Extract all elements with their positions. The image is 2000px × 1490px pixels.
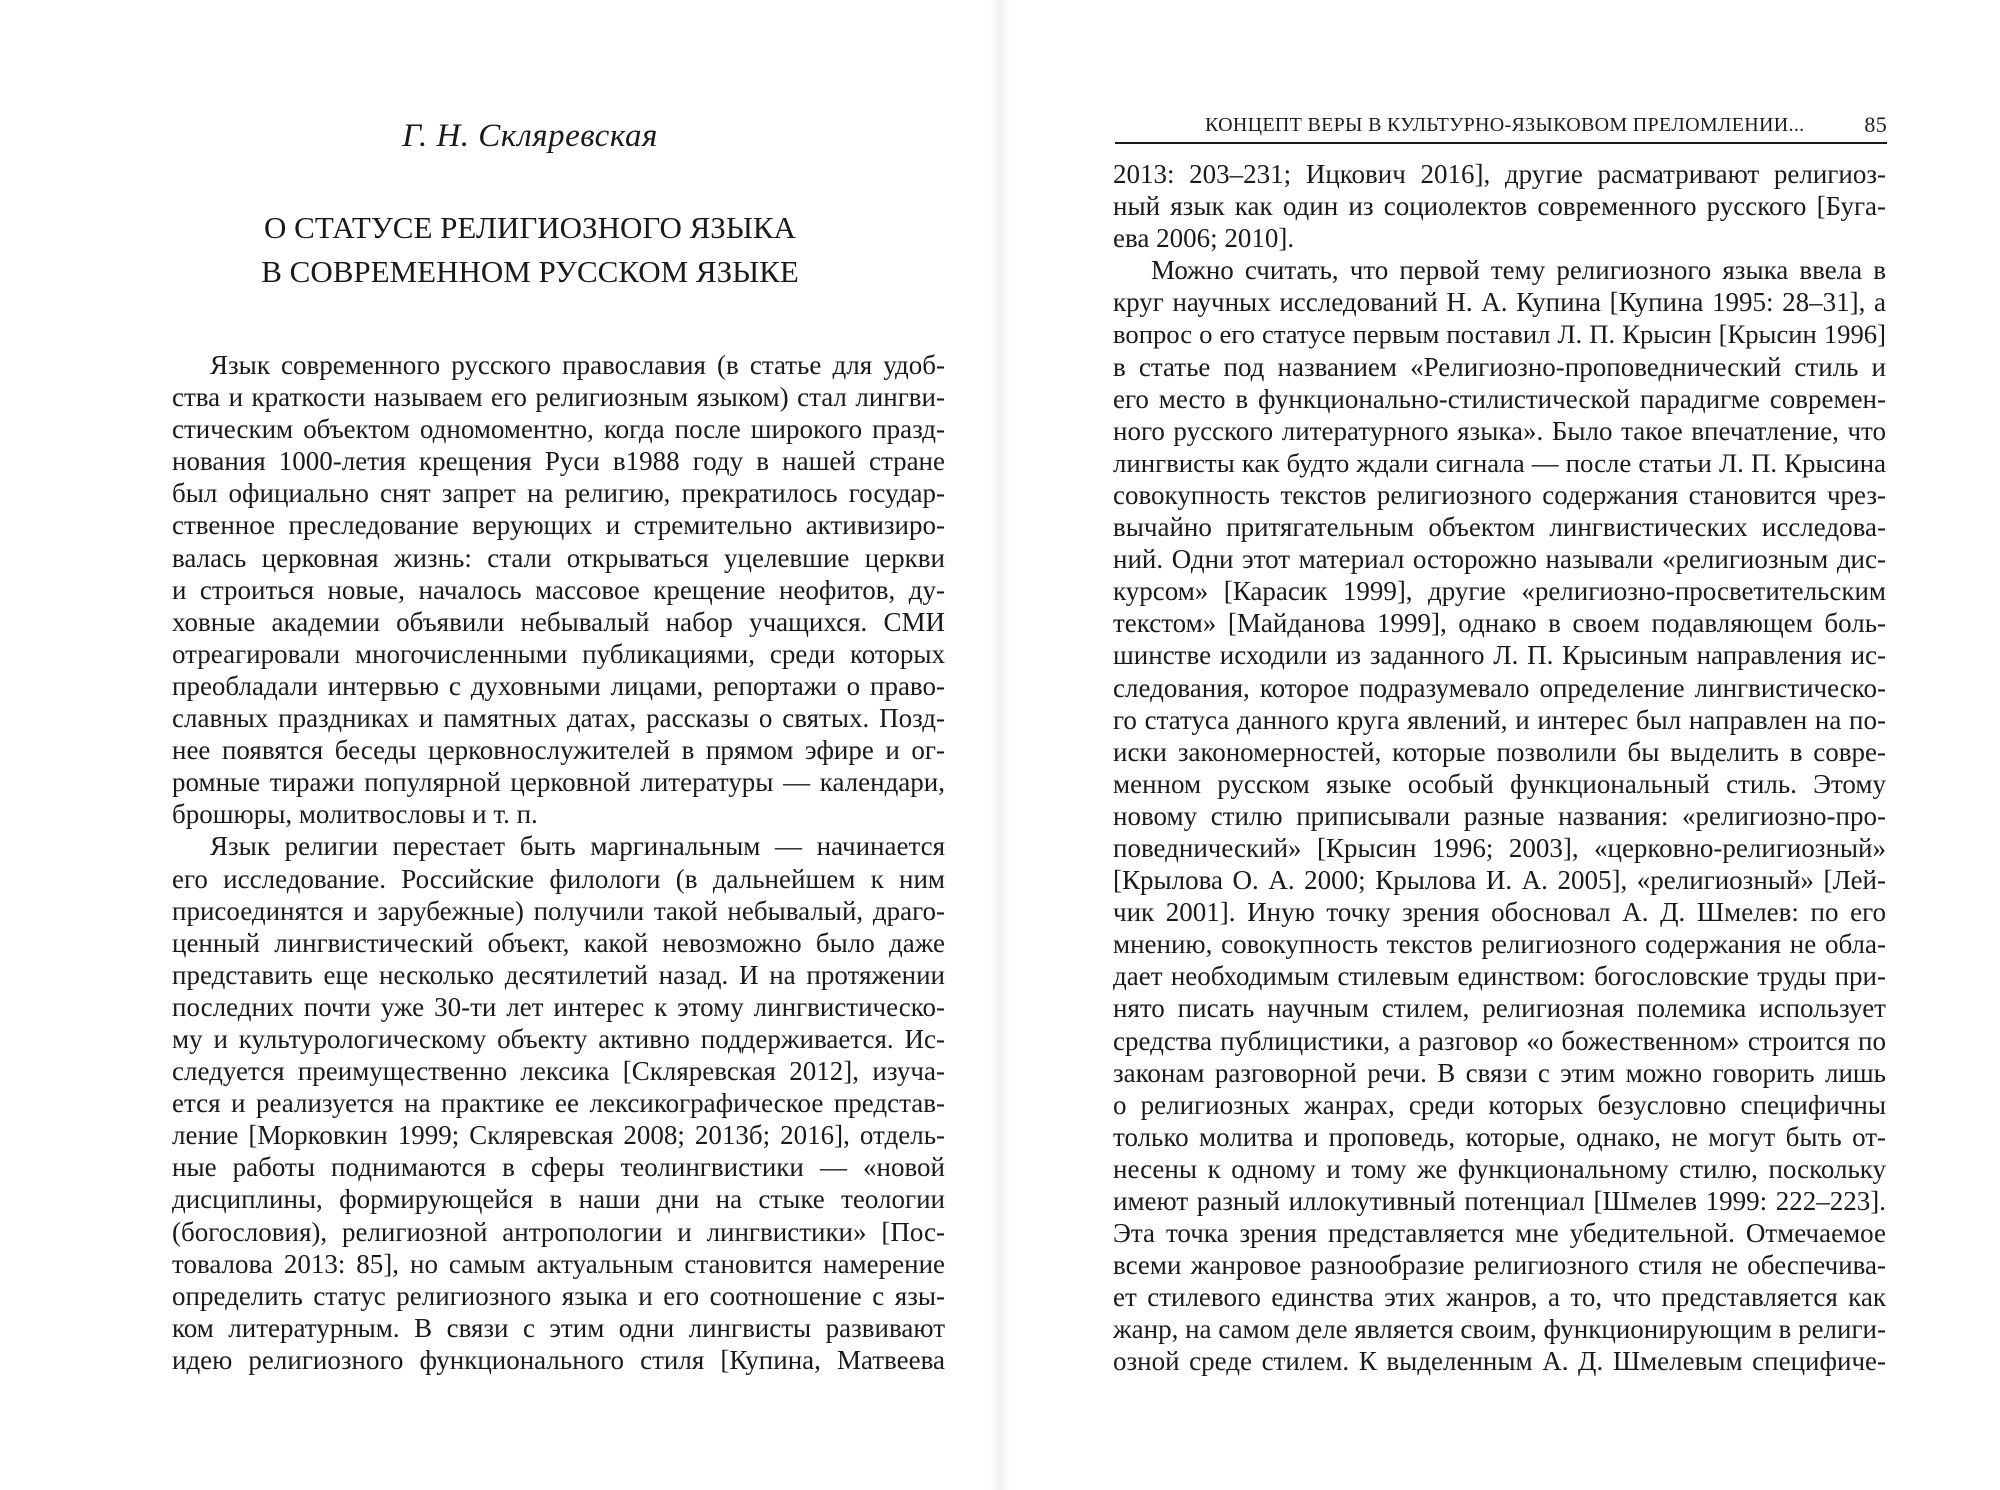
right-body-text [1113,158,1886,1378]
running-head-title: КОНЦЕПТ ВЕРЫ В КУЛЬТУРНО-ЯЗЫКОВОМ ПРЕЛОМЛЕНИИ... [1205,114,1805,136]
text-line: присоединятся и зарубежные) получили такой небывалый, драго- [172,895,945,926]
text-line: товалова 2013: 85], но самым актуальным становится намерение [172,1248,945,1279]
text-line: ства и краткости называем его религиозным языком) стал лингви- [172,382,945,413]
text-line: только молитва и проповедь, которые, однако, не могут быть от- [1113,1121,1886,1152]
text-line: славных праздниках и памятных датах, рассказы о святых. Позд- [172,703,945,734]
text-line: поведнический» [Крысин 1996; 2003], «церковно-религиозный» [1113,832,1886,863]
author-name: Г. Н. Скляревская [402,118,658,154]
text-line: шинстве исходили из заданного Л. П. Крысиным направления ис- [1113,640,1886,671]
text-line: в статье под названием «Религиозно-проповеднический стиль и [1113,351,1886,382]
text-line: лингвисты как будто ждали сигнала — после статьи Л. П. Крысина [1113,447,1886,478]
text-line: (богословия), религиозной антропологии и лингвистики» [Пос- [172,1216,945,1247]
text-line: дисциплины, формирующейся в наши дни на стыке теологии [172,1184,945,1215]
text-line: всеми жанровое разнообразие религиозного стиля не обеспечива- [1113,1250,1886,1281]
text-line: ний. Одни этот материал осторожно называли «религиозным дис- [1113,544,1886,575]
text-line: следования, которое подразумевало определение лингвистическо- [1113,672,1886,703]
text-line: [Крылова О. А. 2000; Крылова И. А. 2005], «религиозный» [Лей- [1113,865,1886,896]
text-line: валась церковная жизнь: стали открываться уцелевшие церкви [172,542,945,573]
text-line: стическим объектом одномоментно, когда после широкого празд- [172,414,945,445]
text-line: курсом» [Карасик 1999], другие «религиозно-просветительским [1113,576,1886,607]
text-line: ева 2006; 2010]. [1113,223,1295,254]
right-page [1000,0,2000,1490]
article-title [230,206,830,294]
text-line: средства публицистики, а разговор «о божественном» строится по [1113,1025,1886,1056]
text-line: нования 1000-летия крещения Руси в1988 году в нашей стране [172,446,945,477]
text-line: ется и реализуется на практике ее лексикографическое представ- [172,1088,945,1119]
text-line: Язык религии перестает быть маргинальным — начинается [210,831,945,862]
text-line: вычайно притягательным объектом лингвистических исследова- [1113,512,1886,543]
text-line: ет стилевого единства этих жанров, а то, что представляется как [1113,1282,1886,1313]
text-line: ценный лингвистический объект, какой невозможно было даже [172,927,945,958]
text-line: был официально снят запрет на религию, прекратилось государ- [172,478,945,509]
text-line: идею религиозного функционального стиля [Купина, Матвеева [172,1344,945,1375]
text-line: Можно считать, что первой тему религиозного языка ввела в [1151,255,1886,286]
text-line: чик 2001]. Иную точку зрения обосновал А. Д. Шмелев: по его [1113,897,1886,928]
text-line: его место в функционально-стилистической парадигме современ- [1113,383,1886,414]
text-line: круг научных исследований Н. А. Купина [Купина 1995: 28–31], а [1113,287,1886,318]
text-line: ный язык как один из социолектов современного русского [Буга- [1113,191,1886,222]
text-line: иски закономерностей, которые позволили бы выделить в совре- [1113,736,1886,767]
text-line: определить статус религиозного языка и его соотношение с язы- [172,1280,945,1311]
text-line: имеют разный иллокутивный потенциал [Шмелев 1999: 222–223]. [1113,1186,1886,1216]
text-line: мнению, совокупность текстов религиозного содержания не обла- [1113,929,1886,960]
text-line: последних почти уже 30-ти лет интерес к этому лингвистическо- [172,991,945,1022]
text-line: ного русского литературного языка». Было такое впечатление, что [1113,415,1886,446]
text-line: следуется преимущественно лексика [Скляревская 2012], изуча- [172,1056,945,1087]
text-line: совокупность текстов религиозного содержания становится чрез- [1113,479,1886,510]
text-line: ные работы поднимаются в сферы теолингвистики — «новой [172,1152,945,1183]
text-line: 2013: 203–231; Ицкович 2016], другие расматривают религиоз- [1113,159,1886,189]
text-line: ком литературным. В связи с этим одни лингвисты развивают [172,1312,945,1343]
text-line: законам разговорной речи. В связи с этим можно говорить лишь [1113,1057,1886,1088]
text-line: менном русском языке особый функциональный стиль. Этому [1113,768,1886,799]
text-line: и строиться новые, началось массовое крещение неофитов, ду- [172,574,945,605]
left-body-text [172,349,945,1376]
text-line: нее появятся беседы церковнослужителей в прямом эфире и ог- [172,735,945,766]
text-line: му и культурологическому объекту активно поддерживается. Ис- [172,1023,945,1054]
title-line: В СОВРЕМЕННОМ РУССКОМ ЯЗЫКЕ [261,254,799,289]
text-line: вопрос о его статусе первым поставил Л. П. Крысин [Крысин 1996] [1113,319,1886,350]
text-line: го статуса данного круга явлений, и интерес был направлен на по- [1113,704,1886,735]
text-line: о религиозных жанрах, среди которых безусловно специфичны [1113,1089,1886,1120]
text-line: его исследование. Российские филологи (в дальнейшем к ним [172,863,945,894]
text-line: жанр, на самом деле является своим, функционирующим в религи- [1113,1314,1886,1345]
text-line: текстом» [Майданова 1999], однако в своем подавляющем боль- [1113,608,1886,639]
text-line: брошюры, молитвословы и т. п. [172,799,538,830]
text-line: преобладали интервью с духовными лицами, репортажи о право- [172,670,945,701]
text-line: несены к одному и тому же функциональному стилю, поскольку [1113,1153,1886,1184]
page-number: 85 [1864,112,1887,137]
text-line: отреагировали многочисленными публикациями, среди которых [172,638,945,669]
title-line: О СТАТУСЕ РЕЛИГИОЗНОГО ЯЗЫКА [264,210,796,245]
text-line: ственное преследование верующих и стремительно активизиро- [172,510,945,541]
text-line: Эта точка зрения представляется мне убедительной. Отмечаемое [1113,1218,1886,1249]
text-line: ромные тиражи популярной церковной литературы — календари, [172,767,945,798]
text-line: ление [Морковкин 1999; Скляревская 2008; 2013б; 2016], отдель- [172,1120,945,1151]
text-line: представить еще несколько десятилетий назад. И на протяжении [172,959,945,990]
running-head [1115,112,1887,144]
text-line: Язык современного русского православия (в статье для удоб- [210,350,945,380]
text-line: дает необходимым стилевым единством: богословские труды при- [1113,961,1886,992]
text-line: нято писать научным стилем, религиозная полемика использует [1113,993,1886,1024]
text-line: новому стилю приписывали разные названия: «религиозно-про- [1113,800,1886,831]
text-line: ховные академии объявили небывалый набор учащихся. СМИ [172,606,945,637]
text-line: озной среде стилем. К выделенным А. Д. Шмелевым специфиче- [1113,1346,1886,1377]
